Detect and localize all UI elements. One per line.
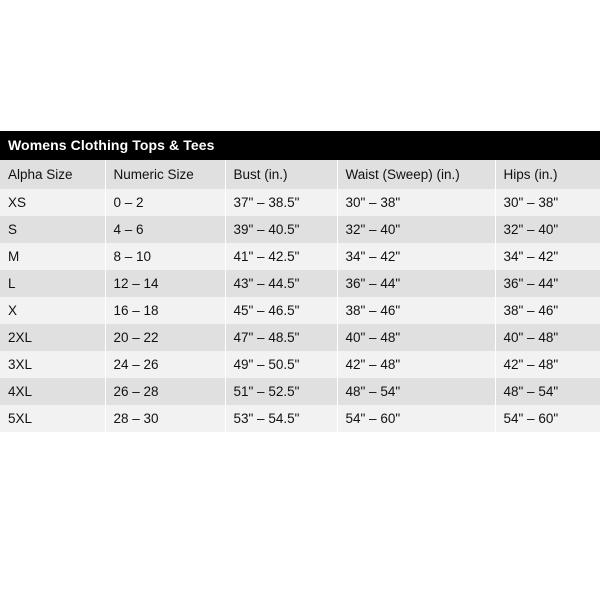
table-row bbox=[0, 405, 600, 432]
cell-alpha-size: X bbox=[0, 297, 105, 324]
column-header-alpha-size: Alpha Size bbox=[0, 160, 105, 189]
cell-numeric-size: 26 – 28 bbox=[105, 378, 225, 405]
cell-numeric-size: 20 – 22 bbox=[105, 324, 225, 351]
table-row bbox=[0, 243, 600, 270]
cell-bust: 51" – 52.5" bbox=[225, 378, 337, 405]
table-row bbox=[0, 324, 600, 351]
table-title-row bbox=[0, 131, 600, 160]
cell-bust: 43" – 44.5" bbox=[225, 270, 337, 297]
cell-numeric-size: 24 – 26 bbox=[105, 351, 225, 378]
table-head bbox=[0, 131, 600, 189]
table-body bbox=[0, 189, 600, 432]
cell-hips: 54" – 60" bbox=[495, 405, 600, 432]
table-row bbox=[0, 270, 600, 297]
column-header-hips: Hips (in.) bbox=[495, 160, 600, 189]
cell-numeric-size: 16 – 18 bbox=[105, 297, 225, 324]
cell-alpha-size: XS bbox=[0, 189, 105, 216]
cell-hips: 38" – 46" bbox=[495, 297, 600, 324]
cell-numeric-size: 12 – 14 bbox=[105, 270, 225, 297]
table-row bbox=[0, 189, 600, 216]
size-chart-container bbox=[0, 131, 600, 432]
cell-alpha-size: M bbox=[0, 243, 105, 270]
cell-waist: 48" – 54" bbox=[337, 378, 495, 405]
table-row bbox=[0, 378, 600, 405]
table-title: Womens Clothing Tops & Tees bbox=[0, 131, 600, 160]
table-header-row bbox=[0, 160, 600, 189]
table-row bbox=[0, 216, 600, 243]
cell-numeric-size: 28 – 30 bbox=[105, 405, 225, 432]
cell-waist: 38" – 46" bbox=[337, 297, 495, 324]
size-chart-table bbox=[0, 131, 600, 432]
cell-bust: 37" – 38.5" bbox=[225, 189, 337, 216]
cell-bust: 53" – 54.5" bbox=[225, 405, 337, 432]
cell-bust: 49" – 50.5" bbox=[225, 351, 337, 378]
cell-hips: 32" – 40" bbox=[495, 216, 600, 243]
cell-bust: 47" – 48.5" bbox=[225, 324, 337, 351]
cell-alpha-size: 5XL bbox=[0, 405, 105, 432]
cell-alpha-size: 2XL bbox=[0, 324, 105, 351]
cell-hips: 36" – 44" bbox=[495, 270, 600, 297]
cell-waist: 42" – 48" bbox=[337, 351, 495, 378]
column-header-bust: Bust (in.) bbox=[225, 160, 337, 189]
cell-alpha-size: S bbox=[0, 216, 105, 243]
cell-waist: 54" – 60" bbox=[337, 405, 495, 432]
cell-hips: 40" – 48" bbox=[495, 324, 600, 351]
cell-alpha-size: L bbox=[0, 270, 105, 297]
table-row bbox=[0, 351, 600, 378]
cell-waist: 36" – 44" bbox=[337, 270, 495, 297]
cell-hips: 30" – 38" bbox=[495, 189, 600, 216]
cell-alpha-size: 4XL bbox=[0, 378, 105, 405]
cell-hips: 34" – 42" bbox=[495, 243, 600, 270]
cell-waist: 40" – 48" bbox=[337, 324, 495, 351]
table-row bbox=[0, 297, 600, 324]
cell-hips: 48" – 54" bbox=[495, 378, 600, 405]
cell-bust: 41" – 42.5" bbox=[225, 243, 337, 270]
cell-hips: 42" – 48" bbox=[495, 351, 600, 378]
cell-numeric-size: 8 – 10 bbox=[105, 243, 225, 270]
cell-waist: 34" – 42" bbox=[337, 243, 495, 270]
cell-waist: 32" – 40" bbox=[337, 216, 495, 243]
cell-numeric-size: 0 – 2 bbox=[105, 189, 225, 216]
column-header-numeric-size: Numeric Size bbox=[105, 160, 225, 189]
cell-waist: 30" – 38" bbox=[337, 189, 495, 216]
column-header-waist: Waist (Sweep) (in.) bbox=[337, 160, 495, 189]
cell-alpha-size: 3XL bbox=[0, 351, 105, 378]
cell-bust: 39" – 40.5" bbox=[225, 216, 337, 243]
cell-numeric-size: 4 – 6 bbox=[105, 216, 225, 243]
cell-bust: 45" – 46.5" bbox=[225, 297, 337, 324]
